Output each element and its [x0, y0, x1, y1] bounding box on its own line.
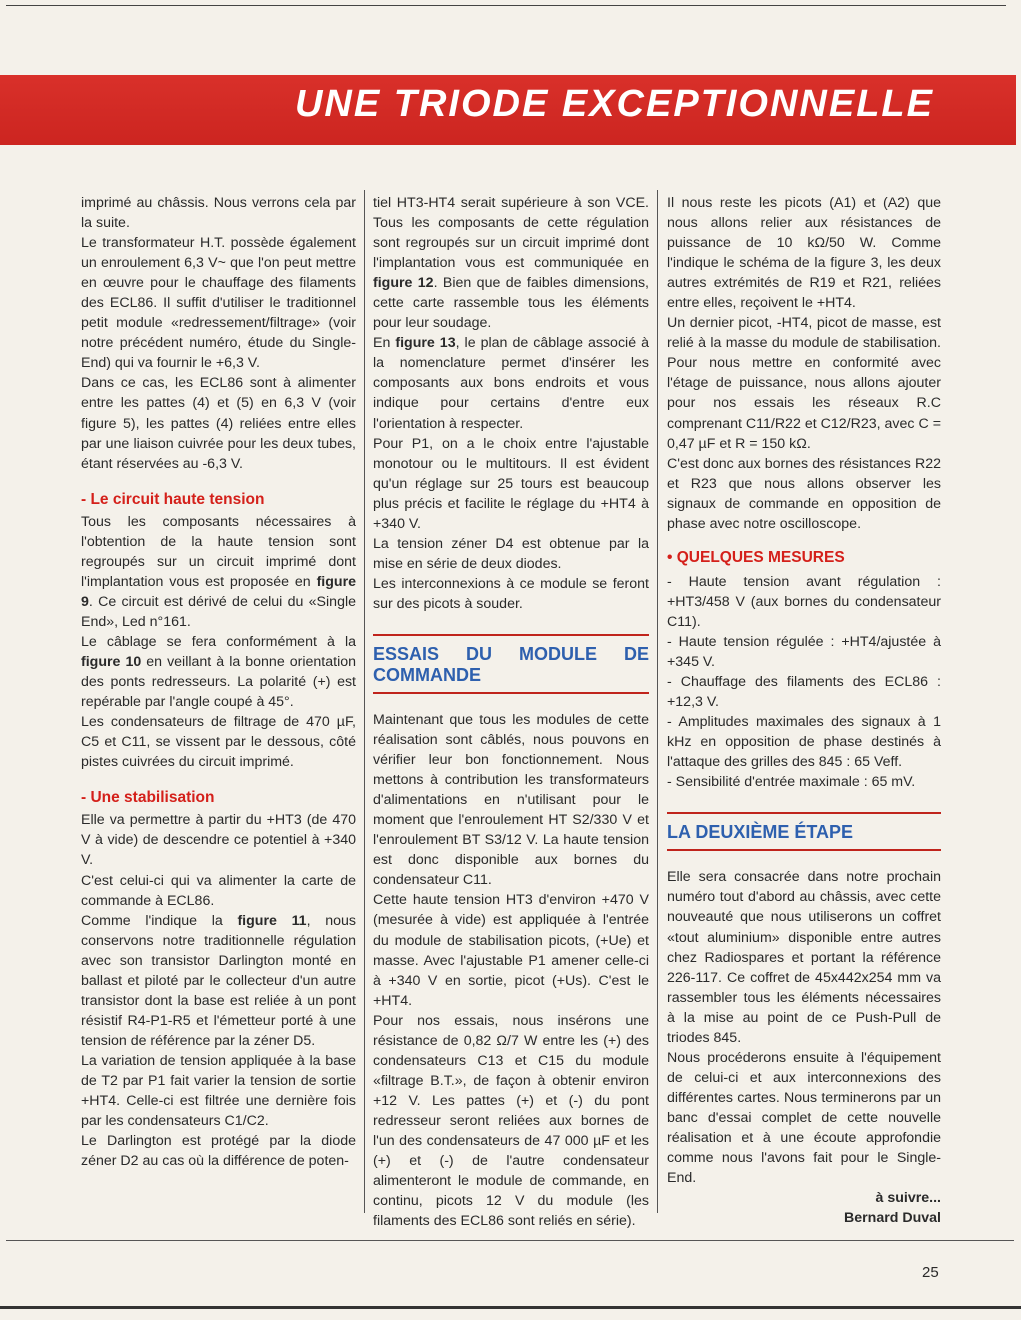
text-run: En [373, 335, 396, 352]
text-run: . Ce circuit est dérivé de celui du «Single End», Led n°161. [81, 593, 356, 630]
to-be-continued: à suivre... [875, 1190, 941, 1207]
figure-ref: figure 9 [81, 573, 356, 610]
paragraph: Un dernier picot, -HT4, picot de masse, est relié à la masse du module de stabilisation. Pour nous mettre en conformité avec l'étage de puissance, nous allons ajouter pour nos essais les réseaux R.C comprenant C11/R22 et C12/R23, avec C = 0,47 µF et R = 150 kΩ. [667, 315, 941, 452]
paragraph: imprimé au châssis. Nous verrons cela par la suite. [81, 195, 356, 232]
text-run: . Bien que de faibles dimensions, cette carte rassemble tous les éléments pour leur soudage. [373, 275, 649, 332]
figure-ref: figure 13 [395, 335, 456, 352]
paragraph: La tension zéner D4 est obtenue par la mise en série de deux diodes. [373, 535, 649, 572]
column-3 [667, 193, 941, 1228]
text-run: , le plan de câblage associé à la nomenclature permet d'insérer les composants aux bons endroits et vous indique pour certains d'entre eux l'orientation à respecter. [373, 335, 649, 432]
paragraph [81, 512, 356, 632]
column-divider [364, 190, 365, 1213]
figure-ref: figure 11 [237, 912, 307, 929]
paragraph: Cette haute tension HT3 d'environ +470 V (mesurée à vide) est appliquée à l'entrée du module de stabilisation picots, (+Ue) et masse. Avec l'ajustable P1 amener celle-ci à +340 V en sortie, picot (+Us). C'est le +HT4. [373, 892, 649, 1009]
paragraph: Pour nos essais, nous insérons une résistance de 0,82 Ω/7 W entre les (+) des condensateurs C13 et C15 du module «filtrage B.T.», de façon à obtenir environ +12 V. Les pattes (+) et (-) du pont redresseur seront reliées aux bornes de l'un des condensateurs de 47 000 µF et les (+) et (-) de l'autre condensateur alimenteront le module de commande, en continu, picots 12 V du module (les filaments des ECL86 sont reliés en série). [373, 1012, 649, 1230]
subheading-haute-tension: - Le circuit haute tension [81, 490, 265, 508]
paragraph: Elle va permettre à partir du +HT3 (de 470 V à vide) de descendre ce potentiel à +340 V. [81, 812, 356, 869]
text-run: tiel HT3-HT4 serait supérieure à son VCE. Tous les composants de cette régulation sont regroupés sur un circuit imprimé dont l'implantation vous est communiquée en [373, 195, 649, 272]
paragraph [81, 632, 356, 712]
top-rule [6, 5, 1006, 6]
section-heading-deuxieme-etape: LA DEUXIÈME ÉTAPE [667, 812, 941, 851]
bottom-rule [6, 1240, 1014, 1241]
paragraph: La variation de tension appliquée à la base de T2 par P1 fait varier la tension de sortie +HT4. Celle-ci est filtrée une dernière fois par les condensateurs C1/C2. [81, 1052, 356, 1130]
paragraph [373, 193, 649, 333]
text-run: Le câblage se fera conformément à la [81, 633, 356, 650]
measurement-item: - Haute tension régulée : +HT4/ajustée à +345 V. [667, 633, 941, 671]
bottom-bar [0, 1306, 1021, 1309]
measurement-item: - Chauffage des filaments des ECL86 : +12,3 V. [667, 674, 941, 711]
text-run: Tous les composants nécessaires à l'obtention de la haute tension sont regroupés sur un circuit imprimé dont l'implantation vous est proposée en [81, 513, 356, 590]
paragraph: Dans ce cas, les ECL86 sont à alimenter entre les pattes (4) et (5) en 6,3 V (voir figure 5), les pattes (4) reliées entre elles par une liaison cuivrée pour les deux tubes, étant réservées au -6,3 V. [81, 375, 356, 472]
paragraph: C'est celui-ci qui va alimenter la carte de commande à ECL86. [81, 872, 356, 909]
text-run: en veillant à la bonne orientation des ponts redresseurs. La polarité (+) est repérable par l'angle coupé à 45°. [81, 654, 357, 711]
paragraph [81, 911, 356, 1051]
column-1 [81, 193, 356, 1171]
measurement-item: - Amplitudes maximales des signaux à 1 kHz en opposition de phase destinés à l'attaque des grilles des 845 : 65 Veff. [667, 714, 941, 771]
paragraph: Nous procéderons ensuite à l'équipement de celui-ci et aux interconnexions des différentes cartes. Nous terminerons par un banc d'essai complet de cette nouvelle réalisation et à une écoute approfondie comme nous l'avons fait pour le Single-End. [667, 1049, 941, 1187]
subheading-stabilisation: - Une stabilisation [81, 789, 215, 807]
paragraph: Pour P1, on a le choix entre l'ajustable monotour ou le multitours. Il est évident qu'un réglage sur 25 tours est beaucoup plus précis et facilite le réglage du +HT4 à +340 V. [373, 435, 649, 532]
figure-ref: figure 12 [373, 275, 434, 292]
section-heading-essais: ESSAIS DU MODULE DE COMMANDE [373, 634, 649, 694]
paragraph: Il nous reste les picots (A1) et (A2) que nous allons relier aux résistances de puissance de 10 kΩ/50 W. Comme l'indique le schéma de la figure 3, les deux autres extrémités de R19 et R21, reliées entre elles, reçoivent le +HT4. [667, 195, 941, 312]
paragraph: Les interconnexions à ce module se feront sur des picots à souder. [373, 575, 649, 612]
text-run: Comme l'indique la [81, 912, 238, 929]
paragraph: Les condensateurs de filtrage de 470 µF, C5 et C11, se vissent par le dessous, côté pistes cuivrées du circuit imprimé. [81, 714, 356, 771]
measurement-item: - Haute tension avant régulation : +HT3/458 V (aux bornes du condensateur C11). [667, 573, 941, 630]
paragraph [373, 333, 649, 433]
paragraph: Le transformateur H.T. possède également un enroulement 6,3 V~ que l'on peut mettre en œuvre pour le chauffage des filaments des ECL86. Il suffit d'utiliser le traditionnel petit module «redressement/filtrage» (voir notre précédent numéro, étude du Single-End) qui va fournir le +6,3 V. [81, 235, 356, 372]
paragraph: C'est donc aux bornes des résistances R22 et R23 que nous allons observer les signaux de commande en opposition de phase avec notre oscilloscope. [667, 455, 941, 532]
column-2 [373, 193, 649, 1231]
paragraph: Maintenant que tous les modules de cette réalisation sont câblés, nous pouvons en vérifier leur bon fonctionnement. Nous mettons à contribution les transformateurs d'alimentations en n'utilisant pour le moment que l'enroulement HT S2/330 V et l'enroulement BT S3/12 V. La haute tension est donc disponible aux bornes du condensateur C11. [373, 711, 649, 889]
figure-ref: figure 10 [81, 654, 142, 671]
article-title: UNE TRIODE EXCEPTIONNELLE [294, 83, 934, 125]
text-run: , nous conservons notre traditionnelle régulation avec son transistor Darlington monté en ballast et piloté par le collecteur d'un autre transistor dont la base est reliée à un pont résistif R4-P1-R5 et l'émetteur porté à une tension de référence par la zéner D5. [81, 912, 356, 1049]
paragraph: Elle sera consacrée dans notre prochain numéro tout d'abord au châssis, avec cette nouveauté que nous utiliserons un coffret «tout aluminium» disponible entre autres chez Radiospares et portant la référence 226-117. Ce coffret de 45x442x254 mm va rassembler tous les éléments nécessaires à la mise au point de ce Push-Pull de triodes 845. [667, 869, 941, 1046]
measurement-item: - Sensibilité d'entrée maximale : 65 mV. [667, 774, 916, 791]
author-name: Bernard Duval [844, 1210, 941, 1227]
column-divider [657, 190, 658, 1213]
page-number: 25 [922, 1264, 939, 1281]
paragraph: Le Darlington est protégé par la diode zéner D2 au cas où la différence de poten- [81, 1133, 356, 1170]
title-banner [0, 75, 1016, 145]
subheading-mesures: • QUELQUES MESURES [667, 548, 845, 566]
